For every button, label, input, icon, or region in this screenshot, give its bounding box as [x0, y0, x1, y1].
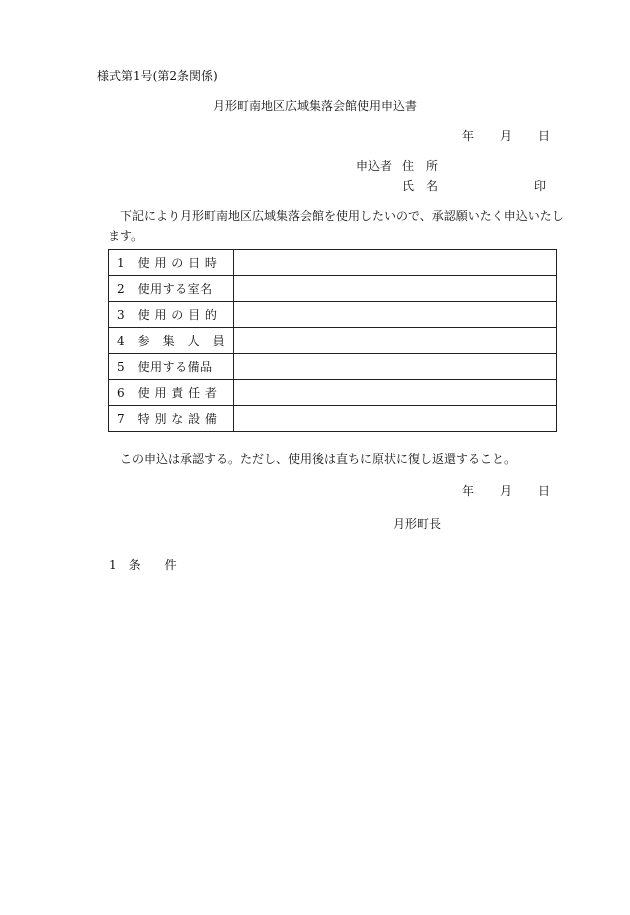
approval-date: [462, 483, 550, 499]
row-value[interactable]: [234, 354, 557, 380]
date-year: 年: [462, 484, 475, 498]
table-row: [109, 354, 557, 380]
request-statement: 下記により月形町南地区広域集落会館を使用したいので、承認願いたく申込いたします。: [108, 209, 564, 243]
applicant-name-label: 氏 名: [402, 179, 439, 193]
row-label: 7 特 別 な 設 備: [109, 406, 234, 432]
form-number: 様式第1号(第2条関係): [97, 69, 218, 83]
row-label: 5 使用する備品: [109, 354, 234, 380]
table-row: [109, 302, 557, 328]
address-label: 住 所: [402, 159, 439, 173]
date-day: 日: [538, 484, 551, 498]
row-label: 3 使 用 の 目 的: [109, 302, 234, 328]
row-value[interactable]: [234, 328, 557, 354]
row-value[interactable]: [234, 276, 557, 302]
row-label: 1 使 用 の 日 時: [109, 250, 234, 276]
date-year: 年: [462, 129, 475, 143]
row-label: 4 参 集 人 員: [109, 328, 234, 354]
row-value[interactable]: [234, 250, 557, 276]
date-day: 日: [538, 129, 551, 143]
table-row: [109, 328, 557, 354]
row-label: 6 使 用 責 任 者: [109, 380, 234, 406]
application-date: [462, 128, 550, 144]
row-value[interactable]: [234, 406, 557, 432]
table-row: [109, 380, 557, 406]
mayor-signature-line: 月形町長: [393, 517, 442, 531]
row-label: 2 使用する室名: [109, 276, 234, 302]
table-row: [109, 406, 557, 432]
approval-statement: この申込は承認する。ただし、使用後は直ちに原状に復し返還すること。: [120, 452, 517, 466]
row-value[interactable]: [234, 302, 557, 328]
conditions-heading: 1 条 件: [109, 558, 177, 572]
table-row: [109, 250, 557, 276]
date-month: 月: [500, 484, 513, 498]
seal-mark: 印: [534, 179, 547, 193]
row-value[interactable]: [234, 380, 557, 406]
usage-details-table: [108, 249, 557, 432]
date-month: 月: [500, 129, 513, 143]
form-title: 月形町南地区広域集落会館使用申込書: [212, 99, 417, 113]
applicant-address-line: [356, 158, 438, 174]
applicant-label: 申込者: [356, 159, 393, 173]
table-row: [109, 276, 557, 302]
